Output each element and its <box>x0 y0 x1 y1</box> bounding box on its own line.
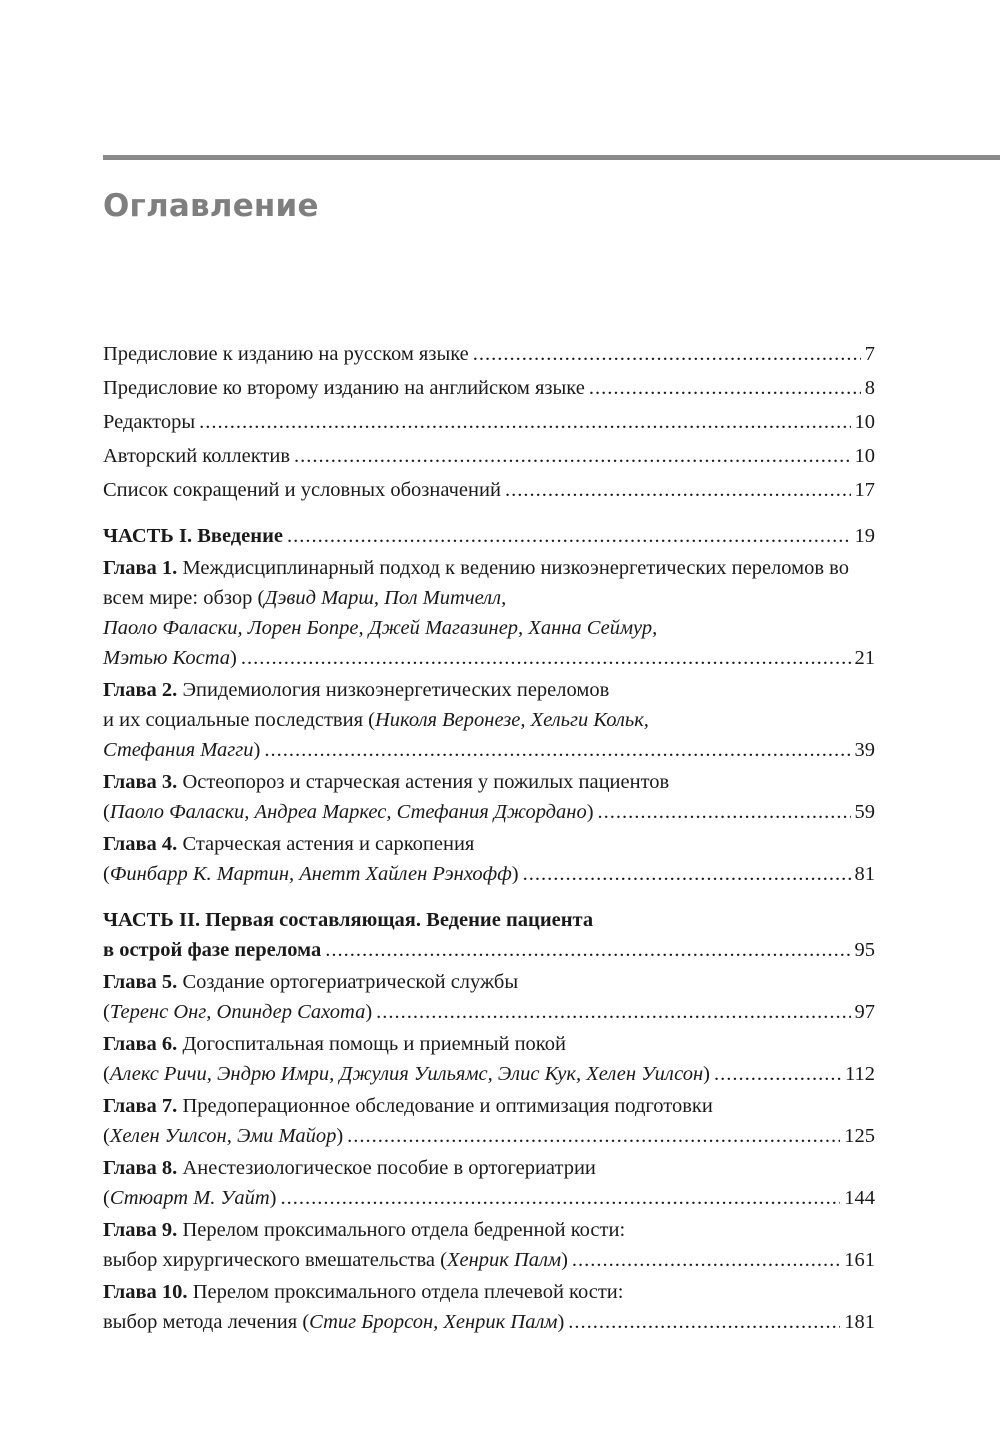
page-title: Оглавление <box>103 188 319 224</box>
dot-leader <box>287 521 851 551</box>
chapter-title: выбор метода лечения <box>103 1311 298 1333</box>
dot-leader <box>241 643 851 673</box>
dot-leader <box>376 997 850 1027</box>
page-number: 144 <box>844 1187 875 1209</box>
chapter-title: Догоспитальная помощь и приемный покой <box>182 1033 566 1055</box>
chapter-authors: Николя Веронезе, Хельги Кольк, <box>374 709 649 731</box>
part-title: ЧАСТЬ II. Первая составляющая. Ведение пациента <box>103 909 594 931</box>
table-of-contents <box>103 339 875 1337</box>
page-number: 81 <box>854 863 875 885</box>
toc-part-2[interactable] <box>103 905 875 965</box>
page-number: 8 <box>864 377 875 399</box>
page-number: 125 <box>844 1125 875 1147</box>
toc-chapter-10[interactable]: Глава 10. Перелом проксимального отдела плечевой кости: выбор метода лечения (Стиг Брорсон, Хенрик Палм) ..... 181 <box>103 1277 875 1337</box>
page-number: 181 <box>844 1311 875 1333</box>
chapter-label: Глава 4. <box>103 833 178 855</box>
toc-entry-text: Авторский коллектив <box>103 445 291 467</box>
dot-leader <box>572 1245 840 1275</box>
toc-entry-preface-en[interactable] <box>103 373 875 403</box>
toc-entry-text: Редакторы <box>103 411 196 433</box>
chapter-label: Глава 7. <box>103 1095 178 1117</box>
dot-leader <box>598 797 851 827</box>
toc-entry-abbreviations[interactable] <box>103 475 875 505</box>
chapter-title: Междисциплинарный подход к ведению низкоэнергетических переломов во всем мире: обзор <box>103 557 849 609</box>
chapter-label: Глава 8. <box>103 1157 178 1179</box>
chapter-label: Глава 1. <box>103 557 178 579</box>
page-number: 161 <box>844 1249 875 1271</box>
chapter-title: Перелом проксимального отдела плечевой кости: <box>192 1281 624 1303</box>
chapter-title: и их социальные последствия <box>103 709 364 731</box>
chapter-authors: Алекс Ричи, Эндрю Имри, Джулия Уильямс, Элис Кук, Хелен Уилсон <box>109 1063 704 1085</box>
page-number: 19 <box>854 525 875 547</box>
toc-chapter-1[interactable]: Глава 1. Междисциплинарный подход к ведению низкоэнергетических переломов во всем мире: обзор (Дэвид Марш, Пол Митчелл, Паоло Фаласки, Лорен Бопре, Джей Магазинер, Ханна Сеймур, Мэтью Коста) ..... 21 <box>103 553 875 673</box>
page-number: 21 <box>854 647 875 669</box>
chapter-label: Глава 10. <box>103 1281 188 1303</box>
dot-leader <box>568 1307 840 1337</box>
chapter-authors: Хенрик Палм <box>446 1249 562 1271</box>
toc-entry-text: Список сокращений и условных обозначений <box>103 479 501 501</box>
toc-chapter-5[interactable]: Глава 5. Создание ортогериатрической службы (Теренс Онг, Опиндер Сахота) ..... 97 <box>103 967 875 1027</box>
chapter-authors: Дэвид Марш, Пол Митчелл, <box>264 587 507 609</box>
chapter-title: Остеопороз и старческая астения у пожилых пациентов <box>182 771 670 793</box>
part-title: в острой фазе перелома <box>103 939 322 961</box>
toc-entry-text: Предисловие ко второму изданию на английском языке <box>103 377 585 399</box>
page-number: 10 <box>854 445 875 467</box>
chapter-authors: Паоло Фаласки, Лорен Бопре, Джей Магазинер, Ханна Сеймур, <box>103 617 658 639</box>
chapter-title: Предоперационное обследование и оптимизация подготовки <box>182 1095 713 1117</box>
dot-leader <box>523 859 851 889</box>
chapter-authors: Хелен Уилсон, Эми Майор <box>109 1125 337 1147</box>
dot-leader <box>199 407 850 437</box>
dot-leader <box>264 735 850 765</box>
chapter-title: Создание ортогериатрической службы <box>182 971 519 993</box>
toc-chapter-4[interactable]: Глава 4. Старческая астения и саркопения (Финбарр К. Мартин, Анетт Хайлен Рэнхофф) ..... 81 <box>103 829 875 889</box>
chapter-title: Старческая астения и саркопения <box>182 833 475 855</box>
chapter-authors: Мэтью Коста <box>103 647 231 669</box>
chapter-authors: Теренс Онг, Опиндер Сахота <box>109 1001 366 1023</box>
part-title: ЧАСТЬ I. Введение <box>103 525 283 547</box>
dot-leader <box>294 441 850 471</box>
page-number: 39 <box>854 739 875 761</box>
chapter-authors: Паоло Фаласки, Андреа Маркес, Стефания Джордано <box>109 801 587 823</box>
chapter-label: Глава 5. <box>103 971 178 993</box>
chapter-label: Глава 2. <box>103 679 178 701</box>
toc-chapter-8[interactable]: Глава 8. Анестезиологическое пособие в ортогериатрии (Стюарт М. Уайт) ..... 144 <box>103 1153 875 1213</box>
dot-leader <box>473 339 861 369</box>
header-rule <box>103 155 1000 160</box>
dot-leader <box>505 475 851 505</box>
dot-leader <box>589 373 861 403</box>
page-number: 97 <box>854 1001 875 1023</box>
chapter-authors: Финбарр К. Мартин, Анетт Хайлен Рэнхофф <box>109 863 512 885</box>
toc-entry-authors[interactable] <box>103 441 875 471</box>
chapter-title: Эпидемиология низкоэнергетических переломов <box>182 679 610 701</box>
toc-chapter-6[interactable]: Глава 6. Догоспитальная помощь и приемный покой (Алекс Ричи, Эндрю Имри, Джулия Уильямс, Элис Кук, Хелен Уилсон) ..... 112 <box>103 1029 875 1089</box>
page-number: 17 <box>854 479 875 501</box>
page-number: 59 <box>854 801 875 823</box>
toc-chapter-3[interactable]: Глава 3. Остеопороз и старческая астения у пожилых пациентов (Паоло Фаласки, Андреа Маркес, Стефания Джордано) ..... 59 <box>103 767 875 827</box>
toc-entry-editors[interactable] <box>103 407 875 437</box>
page-number: 10 <box>854 411 875 433</box>
toc-chapter-7[interactable]: Глава 7. Предоперационное обследование и оптимизация подготовки (Хелен Уилсон, Эми Майор) ..... 125 <box>103 1091 875 1151</box>
dot-leader <box>325 935 850 965</box>
toc-entry-text: Предисловие к изданию на русском языке <box>103 343 469 365</box>
chapter-authors: Стюарт М. Уайт <box>109 1187 270 1209</box>
page-number: 7 <box>864 343 875 365</box>
toc-entry-preface-ru[interactable] <box>103 339 875 369</box>
chapter-authors: Стефания Магги <box>103 739 254 761</box>
toc-chapter-9[interactable]: Глава 9. Перелом проксимального отдела бедренной кости: выбор хирургического вмешательства (Хенрик Палм) ..... 161 <box>103 1215 875 1275</box>
chapter-title: Перелом проксимального отдела бедренной кости: <box>182 1219 626 1241</box>
chapter-label: Глава 9. <box>103 1219 178 1241</box>
dot-leader <box>347 1121 840 1151</box>
chapter-label: Глава 3. <box>103 771 178 793</box>
dot-leader <box>280 1183 840 1213</box>
page-number: 112 <box>845 1063 875 1085</box>
chapter-label: Глава 6. <box>103 1033 178 1055</box>
dot-leader <box>714 1059 841 1089</box>
page-number: 95 <box>854 939 875 961</box>
toc-chapter-2[interactable]: Глава 2. Эпидемиология низкоэнергетических переломов и их социальные последствия (Николя Веронезе, Хельги Кольк, Стефания Магги) ..... 39 <box>103 675 875 765</box>
chapter-authors: Стиг Брорсон, Хенрик Палм <box>309 1311 558 1333</box>
chapter-title: Анестезиологическое пособие в ортогериатрии <box>182 1157 596 1179</box>
toc-part-1[interactable] <box>103 521 875 551</box>
chapter-title: выбор хирургического вмешательства <box>103 1249 436 1271</box>
